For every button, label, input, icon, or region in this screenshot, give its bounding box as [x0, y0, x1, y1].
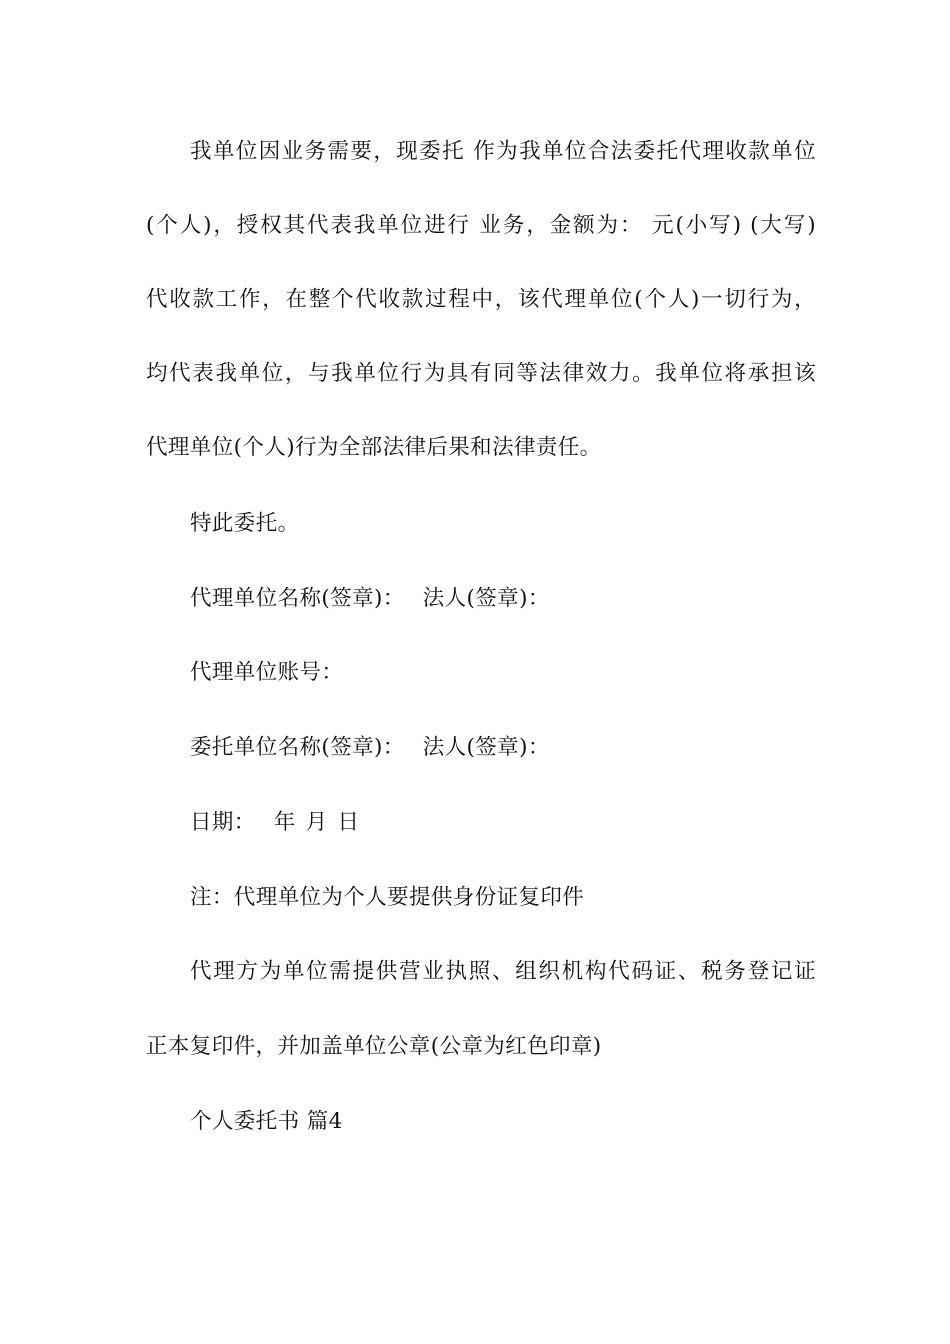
paragraph2-line2: 正本复印件，并加盖单位公章(公章为红色印章) — [146, 1034, 602, 1059]
agent-signature-line — [190, 584, 816, 614]
principal-legal-person-label: 法人(签章)： — [422, 735, 550, 760]
paragraph1-line2: (个人)，授权其代表我单位进行 业务，金额为： 元(小写) (大写) — [146, 213, 816, 238]
paragraph1-line3: 代收款工作，在整个代收款过程中，该代理单位(个人)一切行为， — [146, 287, 816, 312]
date-month: 月 — [305, 810, 328, 835]
date-year: 年 — [273, 810, 296, 835]
paragraph2-line1: 代理方为单位需提供营业执照、组织机构代码证、税务登记证 — [190, 959, 816, 984]
paragraph1-line5: 代理单位(个人)行为全部法律后果和法律责任。 — [146, 435, 602, 460]
agent-account-label: 代理单位账号： — [190, 660, 344, 685]
date-day: 日 — [337, 810, 360, 835]
principal-signature-line — [190, 733, 816, 763]
paragraph1-line4: 均代表我单位，与我单位行为具有同等法律效力。我单位将承担该 — [146, 361, 816, 386]
agent-legal-person-label: 法人(签章)： — [422, 586, 550, 611]
note-text: 注：代理单位为个人要提供身份证复印件 — [190, 885, 585, 910]
next-section-heading: 个人委托书 篇4 — [190, 1109, 343, 1134]
date-line — [190, 808, 816, 838]
principal-unit-name-label: 委托单位名称(签章)： — [190, 735, 405, 760]
closing-text: 特此委托。 — [190, 511, 300, 536]
agent-unit-name-label: 代理单位名称(签章)： — [190, 586, 405, 611]
paragraph1-line1: 我单位因业务需要，现委托 作为我单位合法委托代理收款单位 — [190, 139, 816, 164]
date-label: 日期： — [190, 810, 256, 835]
